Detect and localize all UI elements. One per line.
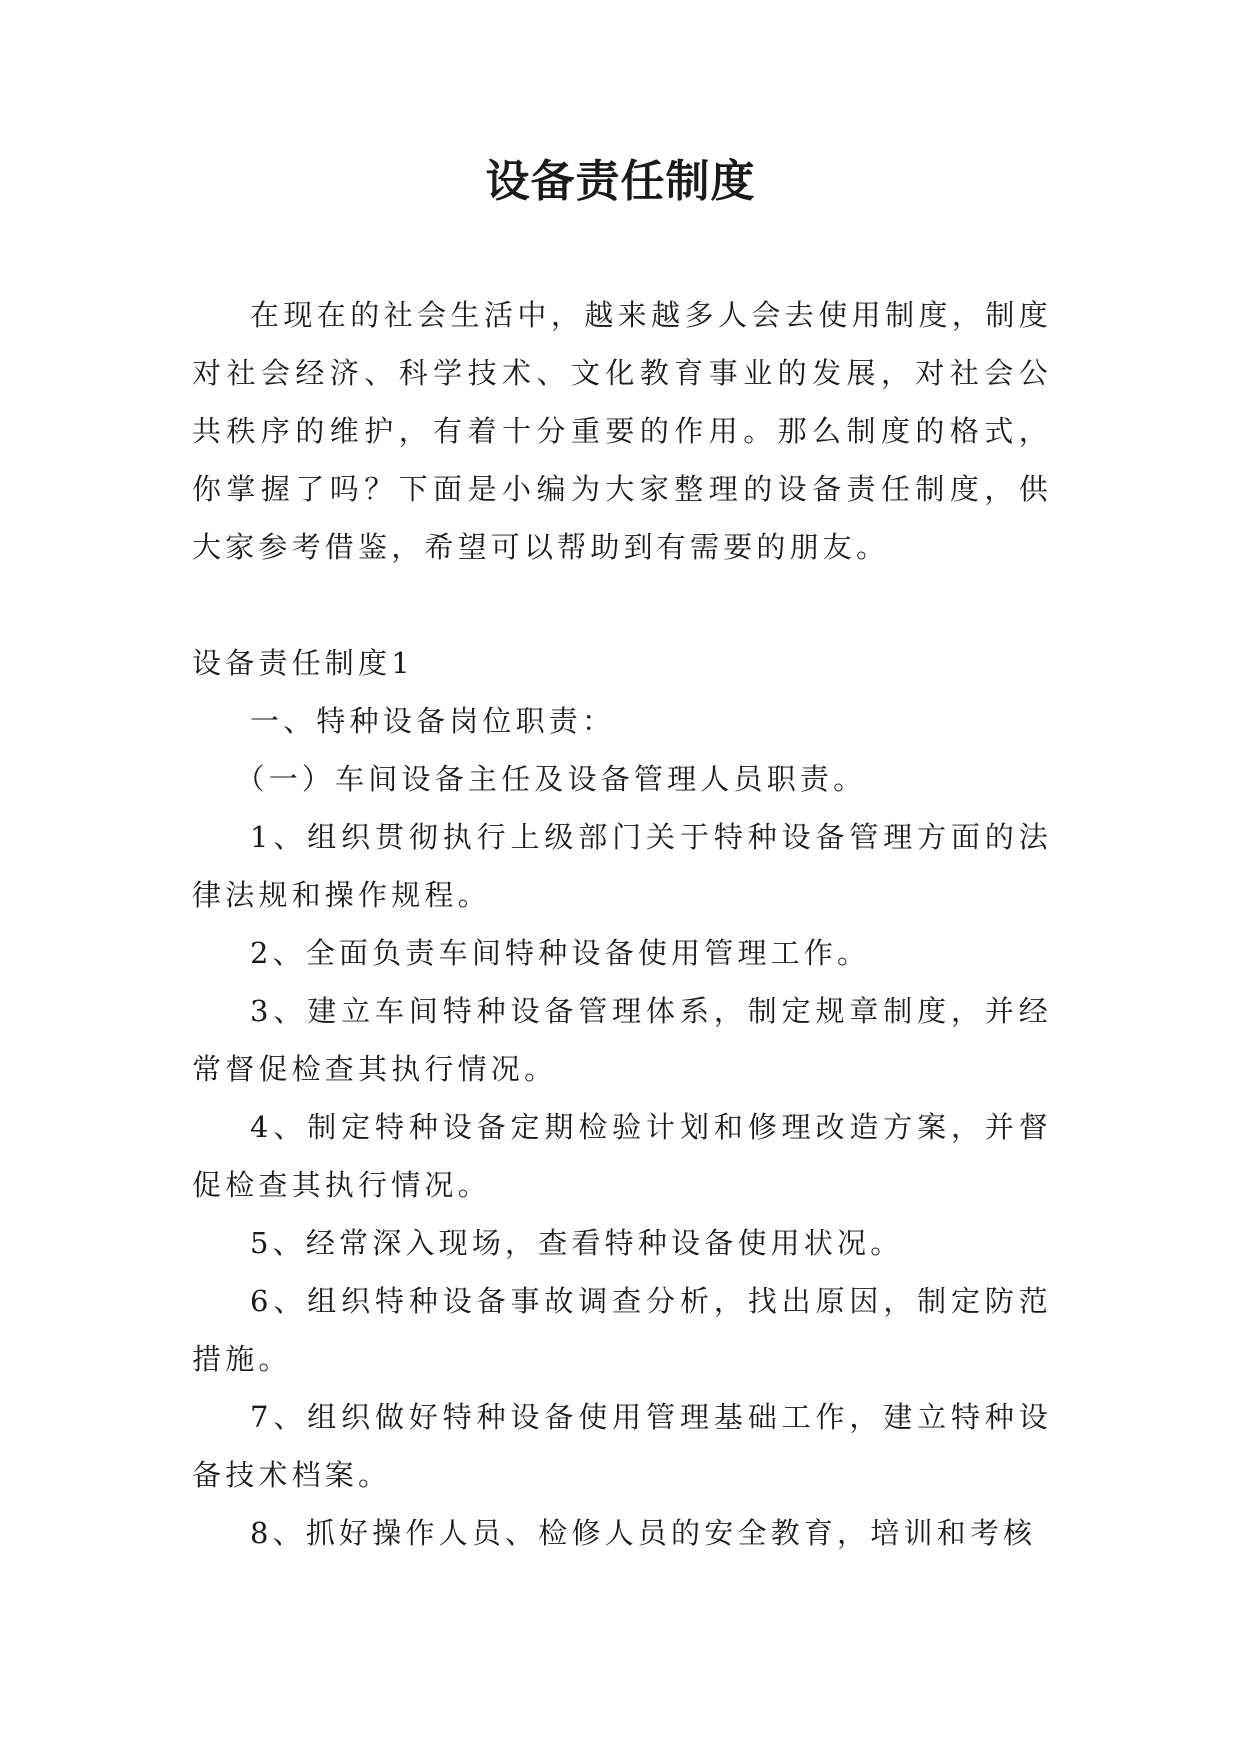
list-item: 1、组织贯彻执行上级部门关于特种设备管理方面的法律法规和操作规程。 bbox=[192, 820, 1052, 912]
list-item: 6、组织特种设备事故调查分析，找出原因，制定防范措施。 bbox=[192, 1284, 1052, 1376]
list-item: 2、全面负责车间特种设备使用管理工作。 bbox=[250, 936, 871, 970]
section-title: 设备责任制度1 bbox=[192, 646, 414, 680]
list-item: 4、制定特种设备定期检验计划和修理改造方案，并督促检查其执行情况。 bbox=[192, 1110, 1052, 1202]
heading-level-2: （一）车间设备主任及设备管理人员职责。 bbox=[235, 762, 867, 796]
list-item: 5、经常深入现场，查看特种设备使用状况。 bbox=[250, 1226, 904, 1260]
intro-paragraph: 在现在的社会生活中，越来越多人会去使用制度，制度对社会经济、科学技术、文化教育事业的发展，对社会公共秩序的维护，有着十分重要的作用。那么制度的格式，你掌握了吗？下面是小编为大家整理的设备责任制度，供大家参考借鉴，希望可以帮助到有需要的朋友。 bbox=[192, 298, 1052, 564]
list-item: 3、建立车间特种设备管理体系，制定规章制度，并经常督促检查其执行情况。 bbox=[192, 994, 1052, 1086]
document-body bbox=[192, 286, 1052, 1562]
list-item: 8、抓好操作人员、检修人员的安全教育，培训和考核 bbox=[250, 1516, 1037, 1550]
list-item: 7、组织做好特种设备使用管理基础工作，建立特种设备技术档案。 bbox=[192, 1400, 1052, 1492]
heading-level-1: 一、特种设备岗位职责： bbox=[250, 704, 616, 738]
document-title: 设备责任制度 bbox=[485, 156, 756, 207]
